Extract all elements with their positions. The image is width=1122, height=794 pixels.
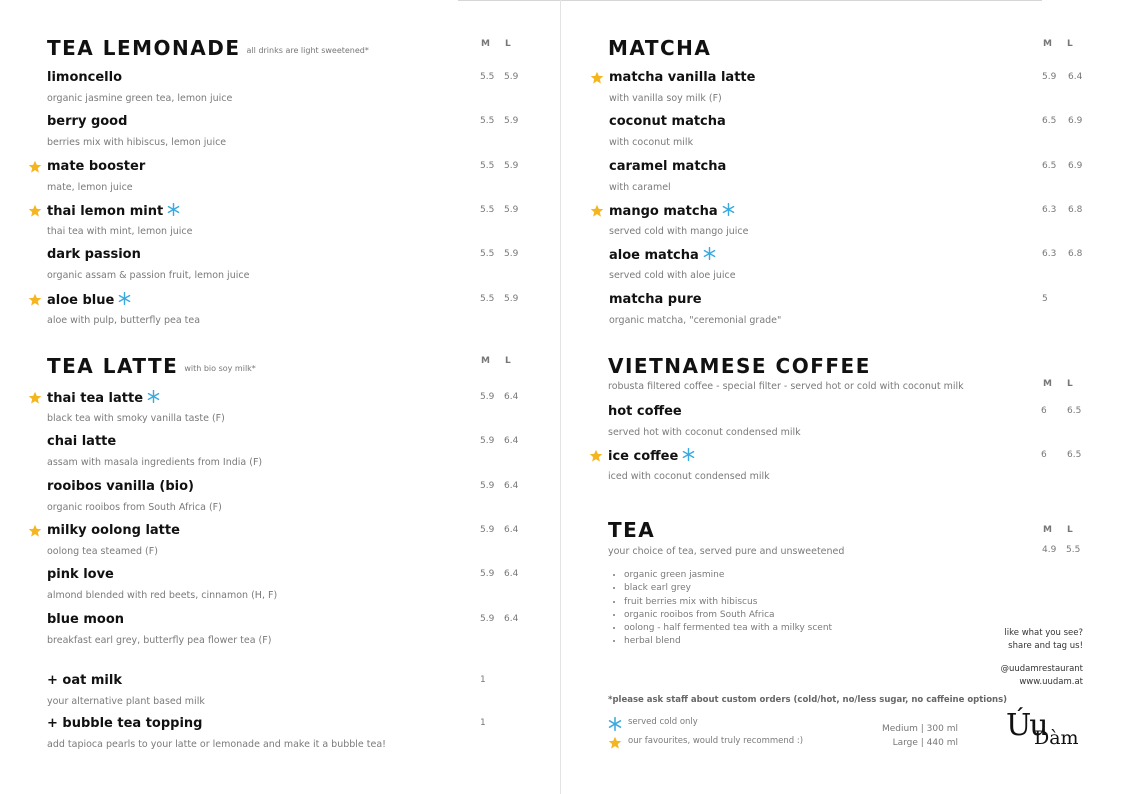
item-price: 1 <box>480 675 486 685</box>
price-large: 6.4 <box>504 524 519 535</box>
item-name-text: chai latte <box>47 434 117 450</box>
menu-item <box>47 247 517 287</box>
price-medium: 5.9 <box>480 569 495 580</box>
price-large: 6.4 <box>504 613 519 624</box>
item-name-text: matcha pure <box>609 291 702 307</box>
snowflake-icon <box>167 203 180 216</box>
price-large: 6.9 <box>1068 116 1083 127</box>
item-name <box>47 523 180 538</box>
item-name <box>47 390 160 406</box>
item-name <box>47 292 131 308</box>
snowflake-icon <box>682 448 695 461</box>
menu-item <box>47 70 517 110</box>
price-large: 5.9 <box>504 116 519 127</box>
menu-item <box>609 203 1083 243</box>
column-divider <box>560 0 561 794</box>
tea-price-l: 5.5 <box>1066 545 1081 555</box>
item-name <box>47 70 122 85</box>
price-large: 6.4 <box>504 436 519 447</box>
section-title-tea-latte <box>47 354 256 378</box>
menu-item <box>47 203 517 243</box>
item-name <box>47 203 180 219</box>
item-description: served hot with coconut condensed milk <box>608 427 801 438</box>
star-icon <box>28 204 42 218</box>
item-name-text: mango matcha <box>609 203 718 219</box>
menu-item <box>47 567 517 607</box>
star-icon <box>28 524 42 538</box>
item-description: mate, lemon juice <box>47 181 133 193</box>
section-title-vietnamese-coffee <box>608 354 871 378</box>
section-title-matcha <box>608 36 711 60</box>
item-name <box>609 159 726 174</box>
list-item: • herbal blend <box>624 635 832 648</box>
menu-item <box>47 479 517 519</box>
item-name <box>609 203 735 219</box>
section-title-text: VIETNAMESE COFFEE <box>608 354 871 378</box>
item-name-text: caramel matcha <box>609 158 727 174</box>
size-l-header: L <box>1067 525 1073 535</box>
price-large: 6.4 <box>1068 72 1083 82</box>
item-description: assam with masala ingredients from India (F) <box>47 457 263 469</box>
item-name-text: milky oolong latte <box>47 522 180 538</box>
menu-item <box>47 114 517 154</box>
menu-item <box>47 390 517 430</box>
item-name: + bubble tea topping <box>47 716 203 731</box>
menu-item <box>47 612 517 652</box>
price-medium: 6.5 <box>1042 116 1057 127</box>
menu-item-bubble-tea-topping <box>47 716 517 756</box>
price-medium: 5.9 <box>480 436 495 447</box>
section-subtitle: your choice of tea, served pure and unsweetened <box>608 546 845 557</box>
snowflake-icon <box>722 203 735 216</box>
price-medium: 5.5 <box>480 72 495 82</box>
item-name <box>609 247 716 263</box>
item-name-text: dark passion <box>47 247 141 263</box>
price-large: 6.4 <box>504 569 519 580</box>
price-large: 6.8 <box>1068 249 1083 260</box>
custom-order-footnote: *please ask staff about custom orders (cold/hot, no/less sugar, no caffeine options) <box>608 695 1008 705</box>
price-medium: 5.5 <box>480 160 495 171</box>
price-large: 6.5 <box>1067 450 1082 460</box>
item-description: organic assam & passion fruit, lemon juice <box>47 270 250 282</box>
star-icon <box>590 71 604 85</box>
list-item: • black earl grey <box>624 582 832 595</box>
item-description: organic matcha, "ceremonial grade" <box>609 314 782 326</box>
item-description: black tea with smoky vanilla taste (F) <box>47 413 225 424</box>
social-block <box>983 627 1083 689</box>
price-large: 6.8 <box>1068 204 1083 215</box>
snowflake-icon <box>703 247 716 260</box>
price-medium: 5.5 <box>480 116 495 127</box>
price-medium: 5.9 <box>1042 72 1057 82</box>
item-name <box>609 292 702 307</box>
item-description: thai tea with mint, lemon juice <box>47 225 193 237</box>
tea-options-list <box>608 569 832 649</box>
price-large: 6.4 <box>504 392 519 402</box>
item-name-text: matcha vanilla latte <box>609 70 756 85</box>
item-name <box>608 448 695 464</box>
item-name <box>47 567 114 582</box>
star-icon <box>589 449 603 463</box>
size-headers <box>1043 39 1091 49</box>
item-name-text: berry good <box>47 114 128 130</box>
social-handle: @uudamrestaurant <box>1000 664 1083 674</box>
price-medium: 6.3 <box>1042 249 1057 260</box>
size-l-header: L <box>505 39 511 49</box>
legend-cold-label: served cold only <box>628 717 698 727</box>
price-medium: 6.3 <box>1042 204 1057 215</box>
price-large: 6.9 <box>1068 160 1083 171</box>
item-description: iced with coconut condensed milk <box>608 471 770 482</box>
item-name-text: hot coffee <box>608 404 682 419</box>
menu-item <box>609 114 1083 154</box>
list-item: • organic green jasmine <box>624 569 832 582</box>
section-title-tea-lemonade <box>47 36 369 60</box>
social-line2: share and tag us! <box>1008 641 1083 651</box>
price-medium: 5.9 <box>480 392 495 402</box>
item-description: organic jasmine green tea, lemon juice <box>47 93 233 104</box>
price-medium: 5 <box>1042 293 1048 304</box>
item-description: add tapioca pearls to your latte or lemonade and make it a bubble tea! <box>47 739 386 750</box>
item-name <box>47 159 145 174</box>
star-icon <box>28 293 42 307</box>
legend-favourite-label: our favourites, would truly recommend :) <box>628 736 804 746</box>
star-icon <box>608 735 622 749</box>
menu-item <box>47 434 517 474</box>
item-name-text: pink love <box>47 567 114 583</box>
price-large: 5.9 <box>504 293 519 304</box>
price-large: 6.5 <box>1067 406 1082 416</box>
size-l-header: L <box>1067 39 1073 49</box>
item-name-text: thai lemon mint <box>47 203 164 219</box>
size-l-header: L <box>1067 379 1073 389</box>
item-name-text: rooibos vanilla (bio) <box>47 478 194 494</box>
item-name <box>609 114 726 129</box>
size-large: Large | 440 ml <box>892 738 958 748</box>
item-price: 1 <box>480 718 486 728</box>
price-medium: 5.9 <box>480 524 495 535</box>
menu-item <box>609 292 1079 332</box>
size-m-header: M <box>481 39 490 49</box>
price-large: 5.9 <box>504 204 519 215</box>
menu-item <box>47 292 517 332</box>
item-name <box>47 247 141 262</box>
item-description: oolong tea steamed (F) <box>47 545 158 557</box>
cup-sizes <box>858 722 958 750</box>
section-subtitle: all drinks are light sweetened* <box>246 46 369 55</box>
section-title-text: TEA LATTE <box>47 354 179 378</box>
logo-bottom-text: Dàm <box>1034 727 1079 749</box>
item-description: your alternative plant based milk <box>47 696 205 707</box>
section-title-tea <box>608 518 655 542</box>
item-description: with coconut milk <box>609 137 694 149</box>
item-name <box>47 114 127 129</box>
menu-item <box>609 158 1083 199</box>
star-icon <box>28 391 42 405</box>
price-medium: 6 <box>1041 450 1047 460</box>
price-large: 5.9 <box>504 72 519 82</box>
item-description: organic rooibos from South Africa (F) <box>47 501 222 513</box>
item-description: served cold with aloe juice <box>609 270 736 282</box>
menu-item <box>608 404 1082 444</box>
item-description: berries mix with hibiscus, lemon juice <box>47 137 227 149</box>
menu-item <box>608 448 1082 488</box>
price-large: 5.9 <box>504 160 519 171</box>
item-description: almond blended with red beets, cinnamon (H, F) <box>47 590 278 602</box>
price-medium: 5.9 <box>480 613 495 624</box>
size-l-header: L <box>505 356 511 366</box>
size-headers <box>481 39 529 49</box>
price-medium: 5.5 <box>480 293 495 304</box>
item-name-text: aloe blue <box>47 292 115 308</box>
social-line1: like what you see? <box>1004 628 1083 638</box>
item-name <box>47 612 124 627</box>
section-subtitle: robusta filtered coffee - special filter - served hot or cold with coconut milk <box>608 381 964 392</box>
item-name <box>47 434 116 449</box>
section-title-text: TEA <box>608 518 656 542</box>
size-medium: Medium | 300 ml <box>881 724 958 734</box>
menu-item <box>47 159 517 199</box>
top-divider <box>458 0 1042 1</box>
menu-item <box>47 523 517 563</box>
section-title-text: TEA LEMONADE <box>47 36 241 60</box>
logo-top-text: Úu <box>1006 708 1047 743</box>
price-large: 6.4 <box>504 480 519 491</box>
size-headers <box>1043 379 1091 389</box>
list-item: • fruit berries mix with hibiscus <box>624 596 832 609</box>
item-name <box>609 70 755 85</box>
item-description: with vanilla soy milk (F) <box>609 93 722 104</box>
star-icon <box>28 160 42 174</box>
item-name-text: limoncello <box>47 70 123 85</box>
item-name-text: mate booster <box>47 158 146 174</box>
price-large: 5.9 <box>504 249 519 260</box>
item-name-text: coconut matcha <box>609 114 726 130</box>
item-name <box>608 404 682 419</box>
size-headers <box>1043 525 1091 535</box>
item-name-text: thai tea latte <box>47 391 144 406</box>
social-website: www.uudam.at <box>1019 677 1083 687</box>
size-m-header: M <box>1043 39 1052 49</box>
price-medium: 5.5 <box>480 249 495 260</box>
size-m-header: M <box>481 356 490 366</box>
price-medium: 6.5 <box>1042 160 1057 171</box>
item-name <box>47 479 194 494</box>
section-subtitle: with bio soy milk* <box>184 364 256 373</box>
snowflake-icon <box>608 716 622 730</box>
brand-logo <box>1006 708 1086 752</box>
star-icon <box>590 204 604 218</box>
item-description: served cold with mango juice <box>609 225 749 237</box>
section-title-text: MATCHA <box>608 36 712 60</box>
size-headers <box>481 356 529 366</box>
item-name-text: blue moon <box>47 611 125 627</box>
snowflake-icon <box>147 390 160 403</box>
item-name-text: aloe matcha <box>609 248 699 264</box>
price-medium: 5.5 <box>480 204 495 215</box>
menu-item <box>609 247 1083 287</box>
item-name-text: ice coffee <box>608 449 679 464</box>
item-name: + oat milk <box>47 673 122 688</box>
tea-price-m: 4.9 <box>1042 545 1057 555</box>
list-item: • oolong - half fermented tea with a milky scent <box>624 622 832 635</box>
menu-item <box>609 70 1083 110</box>
item-description: aloe with pulp, butterfly pea tea <box>47 314 201 326</box>
size-m-header: M <box>1043 525 1052 535</box>
price-medium: 6 <box>1041 406 1047 416</box>
menu-item-oat-milk <box>47 673 517 713</box>
size-m-header: M <box>1043 379 1052 389</box>
item-description: breakfast earl grey, butterfly pea flower tea (F) <box>47 634 272 646</box>
price-medium: 5.9 <box>480 480 495 491</box>
snowflake-icon <box>118 292 131 305</box>
list-item: • organic rooibos from South Africa <box>624 609 832 622</box>
item-description: with caramel <box>609 181 671 193</box>
